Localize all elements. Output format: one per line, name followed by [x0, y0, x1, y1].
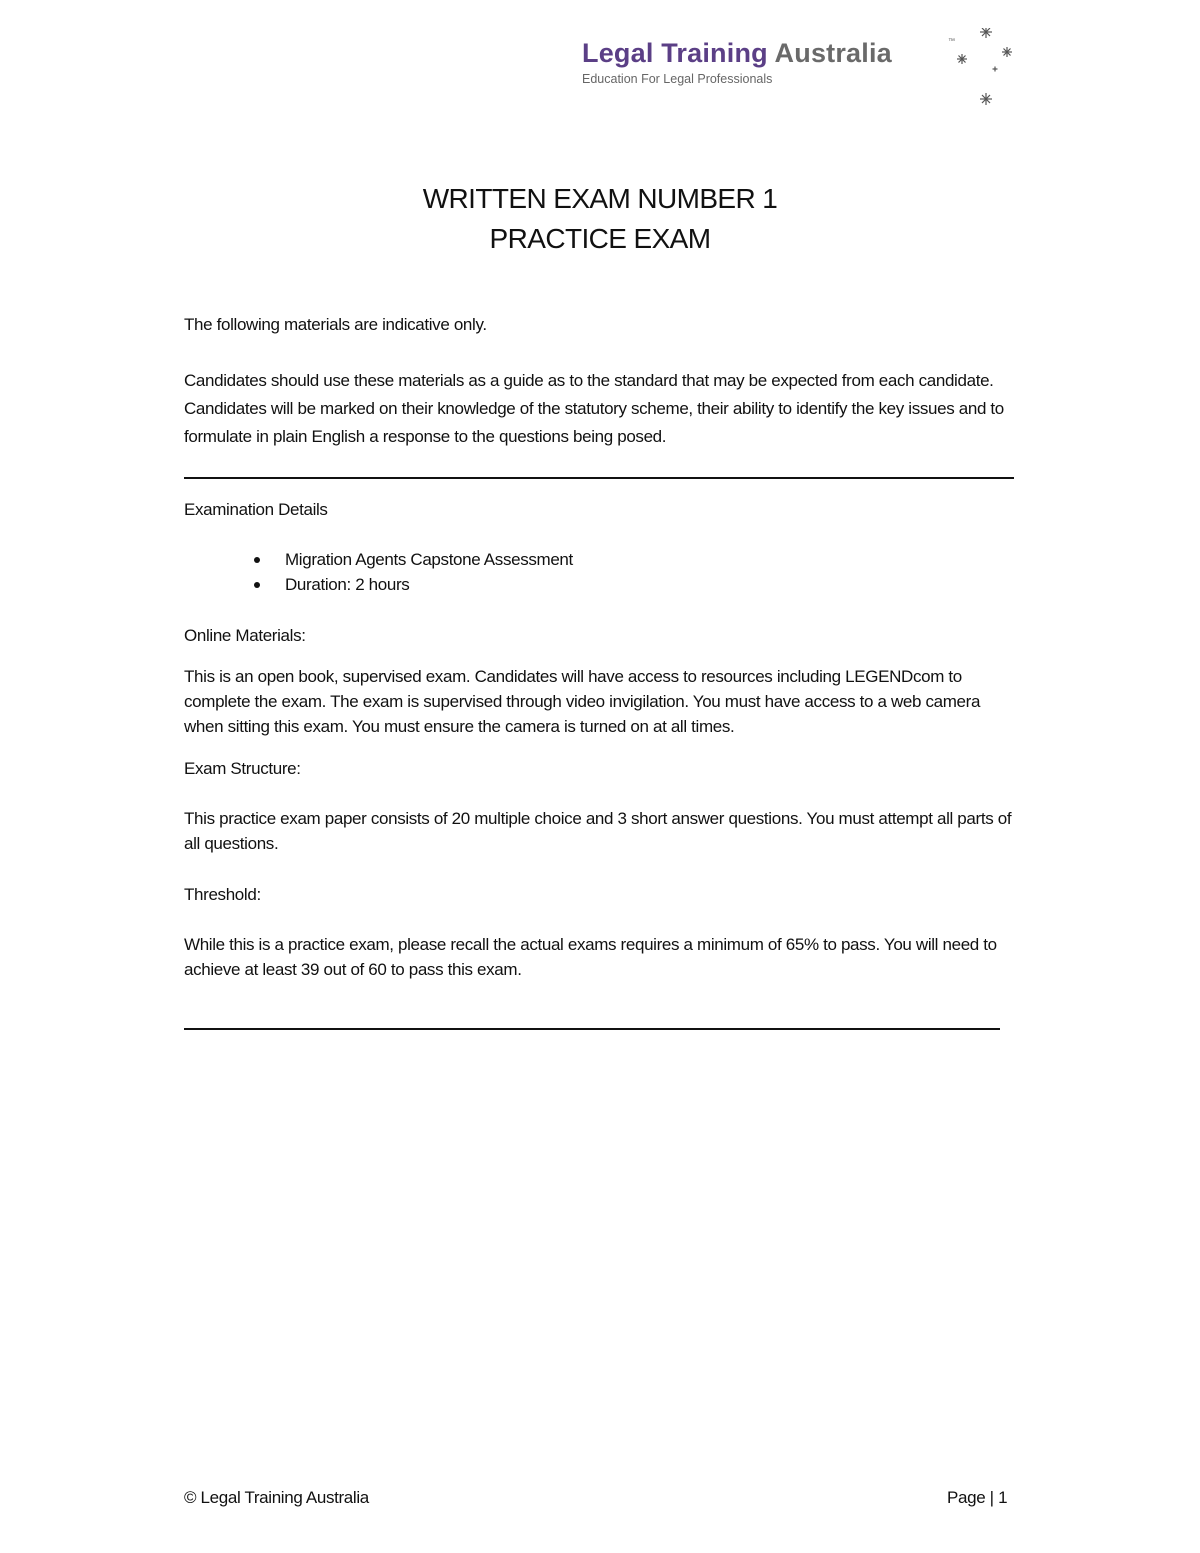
section-divider: [184, 1028, 1000, 1030]
examination-details-heading: Examination Details: [184, 500, 328, 519]
list-item: Duration: 2 hours: [254, 572, 573, 597]
southern-cross-stars-icon: [950, 28, 1030, 118]
logo-tagline: Education For Legal Professionals: [582, 72, 773, 86]
footer-copyright: © Legal Training Australia: [184, 1488, 369, 1507]
exam-title: WRITTEN EXAM NUMBER 1: [422, 183, 778, 214]
bullet-icon: [254, 557, 260, 563]
list-item: Migration Agents Capstone Assessment: [254, 547, 573, 572]
bullet-icon: [254, 582, 260, 588]
trademark-symbol: ™: [948, 38, 955, 45]
threshold-text: While this is a practice exam, please recall the actual exams requires a minimum of 65% to pass. You will need to achieve at least 39 out of 60 to pass this exam.: [184, 935, 997, 979]
threshold-heading: Threshold:: [184, 885, 261, 904]
exam-subtitle: PRACTICE EXAM: [489, 223, 711, 254]
examination-details-list: [254, 547, 573, 597]
exam-structure-text: This practice exam paper consists of 20 multiple choice and 3 short answer questions. You must attempt all parts of all questions.: [184, 809, 1012, 853]
page-number: Page | 1: [947, 1488, 1008, 1507]
indicative-note: The following materials are indicative only.: [184, 315, 487, 334]
online-materials-heading: Online Materials:: [184, 626, 306, 645]
exam-structure-heading: Exam Structure:: [184, 759, 301, 778]
company-logo: [582, 36, 1032, 122]
section-divider: [184, 477, 1014, 479]
logo-wordmark: Legal Training Australia: [582, 38, 892, 68]
guidance-paragraph: Candidates should use these materials as a guide as to the standard that may be expected from each candidate. Candidates will be marked on their knowledge of the statutory scheme, their ability to identify the key issues and to formulate in plain English a response to the questions being posed.: [184, 371, 1004, 446]
online-materials-text: This is an open book, supervised exam. Candidates will have access to resources including LEGENDcom to complete the exam. The exam is supervised through video invigilation. You must have access to a web camera when sitting this exam. You must ensure the camera is turned on at all times.: [184, 667, 981, 736]
